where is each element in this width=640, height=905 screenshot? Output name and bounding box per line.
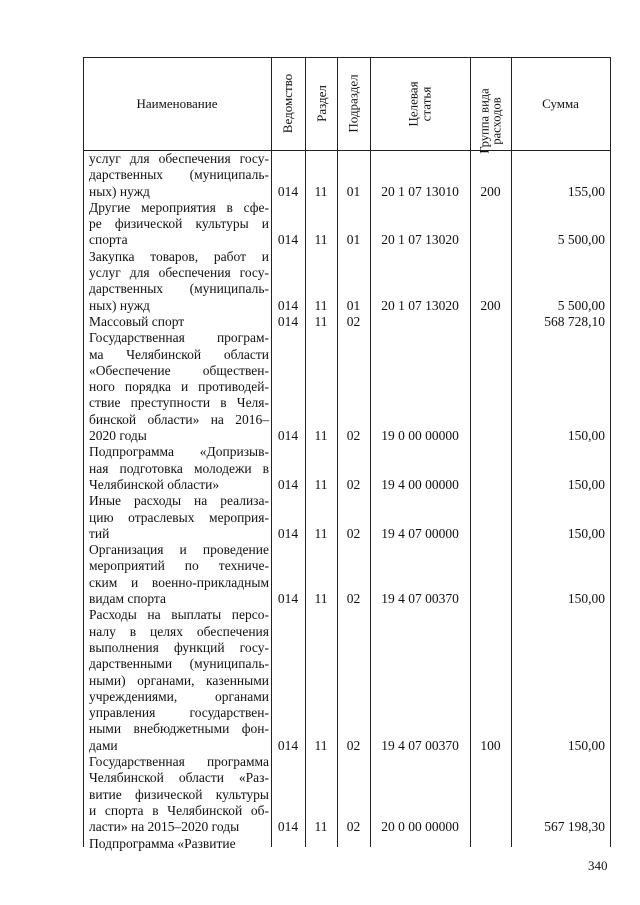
row-name-line: витие физической культуры [89, 786, 269, 802]
row-name [89, 330, 269, 444]
row-name-line: услуг для обеспечения госу- [89, 265, 269, 281]
row-name-line: видам спорта [89, 591, 166, 607]
row-podrazdel: 01 [346, 183, 361, 199]
row-razdel: 11 [314, 183, 328, 199]
row-vedomstvo: 014 [277, 525, 299, 541]
row-name-line: ных) нужд [89, 297, 150, 313]
row-name-line: бинской области» на 2016– [89, 411, 269, 427]
row-name-line: Массовый спорт [89, 314, 185, 329]
row-name-line: мероприятий по техниче- [89, 558, 269, 574]
row-name-line: Организация и проведение [89, 542, 269, 558]
row-name-line: и спорта в Челябинской об- [89, 802, 269, 818]
row-podrazdel: 01 [346, 297, 361, 313]
header-vedomstvo [271, 57, 305, 150]
row-name-line: ма Челябинской области [89, 346, 269, 362]
row-name [89, 200, 269, 249]
row-name-line: выполнения функций госу- [89, 639, 269, 655]
row-name-line: спорта [89, 232, 128, 248]
table-row [83, 542, 611, 607]
page-number: 340 [588, 858, 608, 873]
row-podrazdel: 02 [346, 314, 361, 329]
row-name-line: ре физической культуры и [89, 216, 269, 232]
row-name-line: Закупка товаров, работ и [89, 248, 269, 264]
header-name-label: Наименование [136, 96, 218, 111]
table-row [83, 607, 611, 754]
row-summa: 150,00 [567, 525, 605, 541]
row-name-line: Челябинской области «Раз- [89, 770, 269, 786]
row-celevaya-statya: 20 1 07 13020 [381, 232, 459, 248]
header-celevaya-line2: статья [418, 86, 434, 121]
row-name-line: налу в целях обеспечения [89, 623, 269, 639]
header-podrazdel [337, 57, 370, 150]
row-name-line: дарственных (муниципаль- [89, 281, 269, 297]
row-gruppa: 200 [480, 183, 501, 199]
row-name [89, 444, 269, 493]
row-name [89, 836, 269, 852]
row-name-line: ными) органами, казенными [89, 672, 269, 688]
row-name-line: тий [89, 525, 110, 541]
row-razdel: 11 [314, 476, 328, 492]
row-name-line: ная подготовка молодежи в [89, 460, 269, 476]
header-razdel [305, 57, 337, 150]
row-name-line: Челябинской области» [89, 476, 220, 492]
row-name [89, 249, 269, 314]
row-name-line: учреждениями, органами [89, 688, 269, 704]
row-celevaya-statya: 19 4 07 00370 [381, 591, 459, 607]
row-summa: 155,00 [567, 183, 605, 199]
row-name-line: дами [89, 737, 118, 753]
row-podrazdel: 02 [346, 737, 361, 753]
header-gruppa-vida-rashodov [470, 57, 511, 154]
header-celevaya-statya [370, 57, 470, 150]
row-name-line: ским и военно-прикладным [89, 574, 269, 590]
row-name-line: ного порядка и противодей- [89, 379, 269, 395]
row-name [89, 607, 269, 754]
row-name-line: Иные расходы на реализа- [89, 493, 269, 509]
row-razdel: 11 [314, 525, 328, 541]
row-podrazdel: 02 [346, 428, 361, 444]
row-name-line: Государственная програм- [89, 330, 269, 346]
row-summa: 568 728,10 [544, 314, 605, 329]
table-row [83, 330, 611, 444]
row-name [89, 493, 269, 542]
row-celevaya-statya: 19 4 00 00000 [381, 476, 459, 492]
row-name [89, 542, 269, 607]
row-summa: 5 500,00 [557, 232, 605, 248]
row-name-line: ласти» на 2015–2020 годы [89, 819, 240, 835]
row-celevaya-statya: 20 1 07 13020 [381, 297, 459, 313]
row-vedomstvo: 014 [277, 819, 299, 835]
row-name-line: дарственных (муниципаль- [89, 167, 269, 183]
row-name-line: Другие мероприятия в сфе- [89, 199, 269, 215]
row-name [89, 314, 269, 330]
row-summa: 567 198,30 [544, 819, 605, 835]
header-celevaya-statya-label [407, 81, 433, 126]
row-name-line: ными внебюджетными фон- [89, 721, 269, 737]
row-vedomstvo: 014 [277, 476, 299, 492]
row-razdel: 11 [314, 314, 328, 329]
row-name-line: цию отраслевых мероприя- [89, 509, 269, 525]
table-row [83, 249, 611, 314]
row-gruppa: 100 [480, 737, 501, 753]
row-name-line: 2020 годы [89, 428, 147, 444]
row-celevaya-statya: 19 4 07 00370 [381, 737, 459, 753]
row-summa: 150,00 [567, 428, 605, 444]
row-name-line: управления государствен- [89, 705, 269, 721]
row-vedomstvo: 014 [277, 314, 299, 329]
row-razdel: 11 [314, 819, 328, 835]
row-name-line: Государственная программа [89, 754, 269, 770]
row-vedomstvo: 014 [277, 591, 299, 607]
table-row [83, 493, 611, 542]
row-celevaya-statya: 19 4 07 00000 [381, 525, 459, 541]
header-gruppa-line2: расходов [489, 97, 504, 145]
header-podrazdel-label: Подраздел [346, 74, 362, 133]
row-summa: 5 500,00 [557, 297, 605, 313]
row-name-line: ствие преступности в Челя- [89, 395, 269, 411]
header-summa [511, 57, 610, 150]
row-razdel: 11 [314, 232, 328, 248]
header-name [83, 57, 271, 150]
header-celevaya-line1: Целевая [405, 80, 421, 127]
row-vedomstvo: 014 [277, 183, 299, 199]
row-name-line: дарственными (муниципаль- [89, 656, 269, 672]
table-row [83, 151, 611, 200]
row-razdel: 11 [314, 737, 328, 753]
row-summa: 150,00 [567, 476, 605, 492]
row-vedomstvo: 014 [277, 428, 299, 444]
row-name-line: ных) нужд [89, 183, 150, 199]
row-razdel: 11 [314, 428, 328, 444]
row-name [89, 754, 269, 835]
row-gruppa: 200 [480, 297, 501, 313]
header-gruppa-line1: Группа вида [477, 88, 492, 154]
row-podrazdel: 02 [346, 476, 361, 492]
row-razdel: 11 [314, 297, 328, 313]
table-row [83, 200, 611, 249]
row-summa: 150,00 [567, 737, 605, 753]
row-name-line: услуг для обеспечения госу- [89, 151, 269, 166]
row-name-line: Подпрограмма «Развитие [89, 835, 236, 851]
header-vedomstvo-label: Ведомство [280, 73, 296, 134]
row-name [89, 151, 269, 200]
row-podrazdel: 02 [346, 525, 361, 541]
row-podrazdel: 01 [346, 232, 361, 248]
row-summa: 150,00 [567, 591, 605, 607]
header-summa-label: Сумма [542, 96, 579, 111]
row-name-line: «Обеспечение обществен- [89, 362, 269, 378]
table-row [83, 444, 611, 493]
header-gruppa-label [479, 88, 503, 153]
row-celevaya-statya: 19 0 00 00000 [381, 428, 459, 444]
row-vedomstvo: 014 [277, 737, 299, 753]
row-name-line: Расходы на выплаты персо- [89, 607, 269, 623]
budget-table [83, 57, 611, 851]
row-podrazdel: 02 [346, 591, 361, 607]
row-name-line: Подпрограмма «Допризыв- [89, 444, 269, 460]
table-row [83, 314, 611, 330]
row-celevaya-statya: 20 1 07 13010 [381, 183, 459, 199]
row-razdel: 11 [314, 591, 328, 607]
row-celevaya-statya: 20 0 00 00000 [381, 819, 459, 835]
header-razdel-label: Раздел [313, 85, 329, 122]
row-vedomstvo: 014 [277, 232, 299, 248]
table-row [83, 836, 611, 852]
row-podrazdel: 02 [346, 819, 361, 835]
table-row [83, 754, 611, 836]
row-vedomstvo: 014 [277, 297, 299, 313]
